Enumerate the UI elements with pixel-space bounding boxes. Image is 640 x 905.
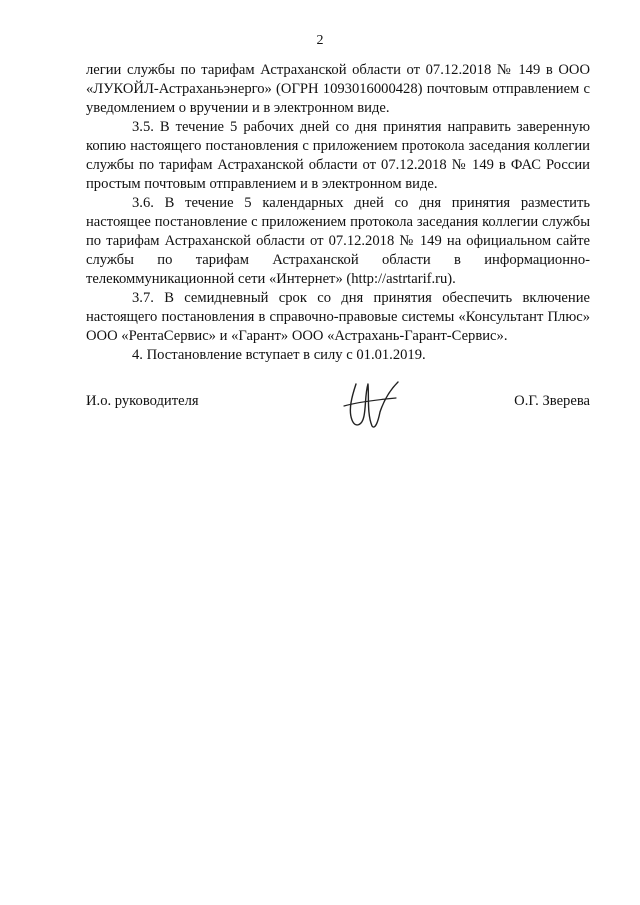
- handwritten-signature: [338, 376, 408, 438]
- paragraph-3-5: 3.5. В течение 5 рабочих дней со дня принятия направить заверенную копию настоящего постановления с приложением протокола заседания коллегии службы по тарифам Астраханской области от 07.12.2018 № 149 в ФАС России простым почтовым отправлением и в электронном виде.: [86, 119, 590, 192]
- page-number: 2: [316, 33, 324, 48]
- signatory-name: О.Г. Зверева: [514, 393, 590, 409]
- paragraph-4: 4. Постановление вступает в силу с 01.01.2019.: [132, 347, 426, 363]
- paragraph-3-7: 3.7. В семидневный срок со дня принятия обеспечить включение настоящего постановления в справочно-правовые системы «Консультант Плюс» ООО «РентаСервис» и «Гарант» ООО «Астрахань-Гарант-Сервис».: [86, 290, 590, 344]
- document-body: [86, 61, 590, 365]
- paragraph-3-6: 3.6. В течение 5 календарных дней со дня принятия разместить настоящее постановление с приложением протокола заседания коллегии службы по тарифам Астраханской области от 07.12.2018 № 149 на официальном сайте службы по тарифам Астраханской области в информационно-телекоммуникационной сети «Интернет» (http://astrtarif.ru).: [86, 195, 590, 287]
- signature-block: [86, 384, 590, 444]
- signatory-title: И.о. руководителя: [86, 393, 199, 409]
- paragraph-continuation: легии службы по тарифам Астраханской области от 07.12.2018 № 149 в ООО «ЛУКОЙЛ-Астраханьэнерго» (ОГРН 1093016000428) почтовым отправлением с уведомлением о вручении и в электронном виде.: [86, 62, 590, 116]
